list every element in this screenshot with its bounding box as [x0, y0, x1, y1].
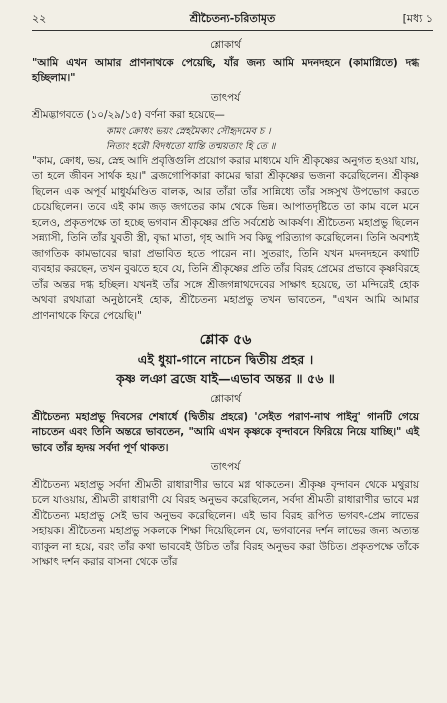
translation-text-2: শ্রীচৈতন্য মহাপ্রভু দিবসের শেষার্ধে (দ্বিতীয় প্রহরে) 'সেইত পরাণ-নাথ পাইনু' গানটি গেয়ে নাচতেন এবং তিনি অন্তরে ভাবতেন, "আমি এখন কৃষ্ণকে বৃন্দাবনে ফিরিয়ে নিয়ে যাচ্ছি।" এই ভাবে তাঁর হৃদয় সর্বদা পূর্ণ থাকত।: [32, 410, 419, 454]
purport-paragraph: "কাম, ক্রোধ, ভয়, স্নেহ আদি প্রবৃত্তিগুলি প্রয়োগ করার মাধ্যমে যদি শ্রীকৃষ্ণের অনুগত হওয়া যায়, তা হলে জীবন সার্থক হয়।" ব্রজগোপিকারা কামের দ্বারা শ্রীকৃষ্ণের ভজনা করেছিলেন। শ্রীকৃষ্ণ ছিলেন এক অপূর্ব মাধুর্যমণ্ডিত বালক, আর তাঁরা তাঁর সান্নিধ্যে তাঁর সঙ্গসুখ উপভোগ করতে চেয়েছিলেন। তবে এই কাম জড় জগতের কাম থেকে ভিন্ন। আপাতদৃষ্টিতে তা কাম বলে মনে হলেও, প্রকৃতপক্ষে তা হচ্ছে ভগবান শ্রীকৃষ্ণের প্রতি সর্বশ্রেষ্ঠ আকর্ষণ। শ্রীচৈতন্য মহাপ্রভু ছিলেন সন্ন্যাসী, তিনি তাঁর যুবতী স্ত্রী, বৃদ্ধা মাতা, গৃহ আদি সব কিছু পরিত্যাগ করেছিলেন। তিনি অবশ্যই জাগতিক কামভাবের দ্বারা প্রভাবিত হতে পারেন না। সুতরাং, তিনি যখন মদনদহনে কথাটি ব্যবহার করছেন, তখন বুঝতে হবে যে, তিনি শ্রীকৃষ্ণের প্রতি তাঁর বিরহ প্রেমের প্রভাবে কৃষ্ণবিরহে তাঁর অন্তর দগ্ধ হচ্ছিল। যখনই তাঁর সঙ্গে শ্রীজগন্নাথদেবের সাক্ষাৎ হয়েছে, তা মন্দিরেই হোক অথবা রথযাত্রা অনুষ্ঠানেই হোক, শ্রীচৈতন্য মহাপ্রভু তখন ভাবতেন, "এখন আমি আমার প্রাণনাথকে ফিরে পেয়েছি।": [32, 154, 419, 322]
translation-text: "আমি এখন আমার প্রাণনাথকে পেয়েছি, যাঁর জন্য আমি মদনদহনে (কামাগ্নিতে) দগ্ধ হচ্ছিলাম।": [32, 56, 419, 84]
purport-paragraph-2: শ্রীচৈতন্য মহাপ্রভু সর্বদা শ্রীমতী রাধারাণীর ভাবে মগ্ন থাকতেন। শ্রীকৃষ্ণ বৃন্দাবন থেকে মথুরায় চলে যাওয়ায়, শ্রীমতী রাধারাণী যে বিরহ অনুভব করেছিলেন, সর্বদা শ্রীমতী রাধারাণীর ভাবে মগ্ন শ্রীচৈতন্য মহাপ্রভু সেই ভাব অনুভব করেছিলেন। এই ভাব বিরহ রূপিত ভগবৎ-প্রেম লাভের সহায়ক। শ্রীচৈতন্য মহাপ্রভু সকলকে শিক্ষা দিয়েছিলেন যে, ভগবানের দর্শন লাভের জন্য অত্যন্ত ব্যাকুল না হয়ে, বরং তাঁর কথা ভাববেই উচিত তাঁর বিরহ অনুভব করা উচিত। প্রকৃতপক্ষে তাঁকে সাক্ষাৎ দর্শন করার বাসনা থেকে তাঁর: [32, 478, 419, 568]
quoted-verse-line-2: নিত্যং হরৌ বিদধতো যান্তি তন্ময়তাং হি তে ॥: [106, 140, 276, 152]
page-body: [32, 34, 419, 571]
purport-heading: তাৎপর্য: [210, 91, 241, 104]
translation-heading-2: শ্লোকার্থ: [210, 393, 241, 405]
purport-intro: শ্রীমদ্ভাগবতে (১০/২৯/১৫) বর্ণনা করা হয়েছে—: [32, 109, 225, 121]
translation-heading: শ্লোকার্থ: [210, 39, 241, 51]
verse-line-2: কৃষ্ণ লঞা ব্রজে যাই—এভাব অন্তর ॥ ৫৬ ॥: [116, 371, 335, 386]
quoted-verse-line-1: কামং ক্রোধং ভয়ং স্নেহমৈক্যং সৌহৃদমেব চ ।: [106, 125, 271, 137]
verse-line-1: এই ধুয়া-গানে নাচেন দ্বিতীয় প্রহর ।: [137, 352, 314, 367]
purport-heading-2: তাৎপর্য: [210, 461, 241, 473]
running-header: [32, 8, 433, 31]
book-title: শ্রীচৈতন্য-চরিতামৃত: [189, 12, 276, 25]
verse-number-label: শ্লোক ৫৬: [199, 332, 252, 348]
page-number: ২২: [32, 12, 47, 25]
section-label: [মধ্য ১: [402, 12, 433, 25]
